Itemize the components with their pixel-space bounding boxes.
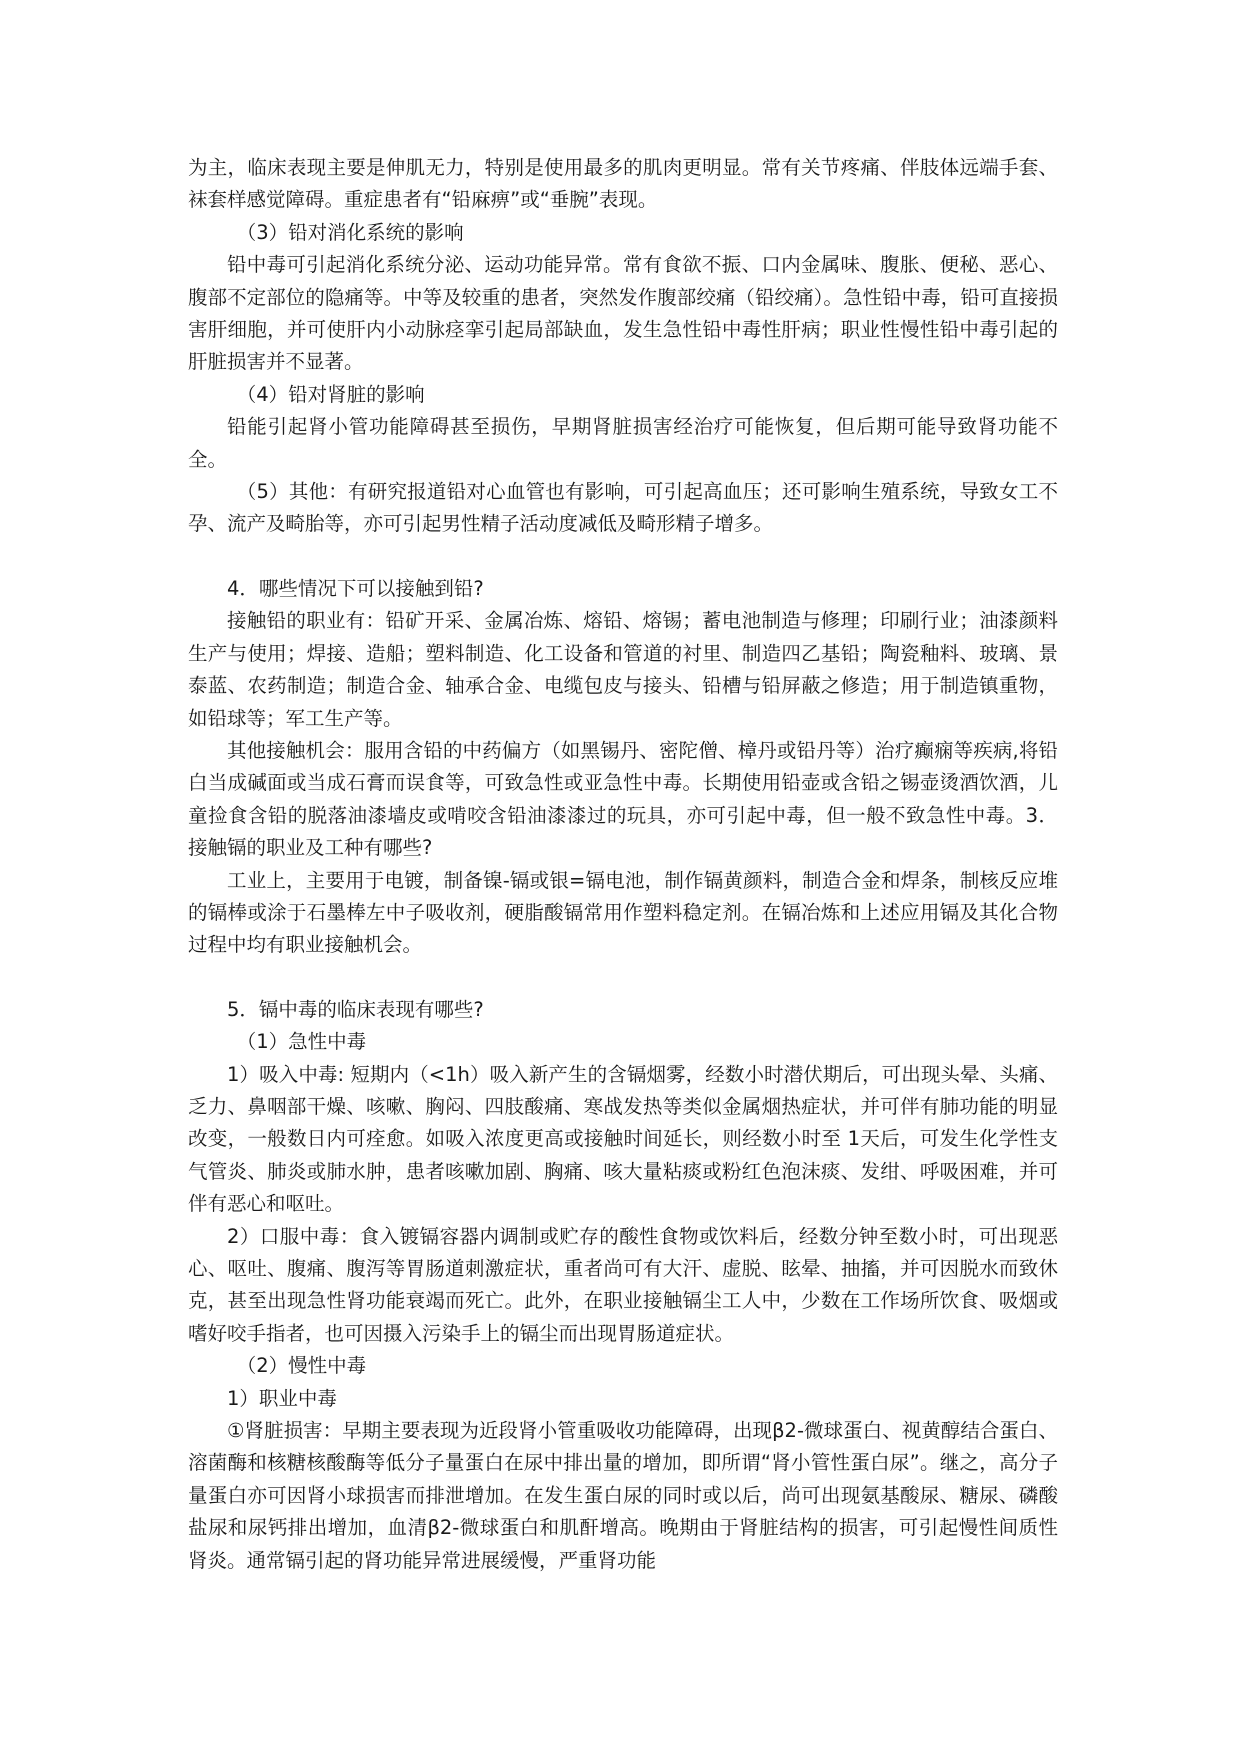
- paragraph: 1）吸入中毒: 短期内（<1h）吸入新产生的含镉烟雾，经数小时潜伏期后，可出现头晕、头痛、乏力、鼻咽部干燥、咳嗽、胸闷、四肢酸痛、寒战发热等类似金属烟热症状，并可伴有肺功能的明显改变，一般数日内可痊愈。如吸入浓度更高或接触时间延长，则经数小时至 1天后，可发生化学性支气管炎、肺炎或肺水肿，患者咳嗽加剧、胸痛、咳大量粘痰或粉红色泡沫痰、发绀、呼吸困难，并可伴有恶心和呕吐。: [188, 1062, 1058, 1216]
- paragraph: 铅中毒可引起消化系统分泌、运动功能异常。常有食欲不振、口内金属味、腹胀、便秘、恶心、腹部不定部位的隐痛等。中等及较重的患者，突然发作腹部绞痛（铅绞痛）。急性铅中毒，铅可直接损害肝细胞，并可使肝内小动脉痉挛引起局部缺血，发生急性铅中毒性肝病；职业性慢性铅中毒引起的肝脏损害并不显著。: [188, 253, 1058, 374]
- section-heading: （3）铅对消化系统的影响: [236, 220, 464, 244]
- paragraph: 2）口服中毒：食入镀镉容器内调制或贮存的酸性食物或饮料后，经数分钟至数小时，可出现恶心、呕吐、腹痛、腹泻等胃肠道刺激症状，重者尚可有大汗、虚脱、眩晕、抽搐，并可因脱水而致休克，甚至出现急性肾功能衰竭而死亡。此外，在职业接触镉尘工人中，少数在工作场所饮食、吸烟或嗜好咬手指者，也可因摄入污染手上的镉尘而出现胃肠道症状。: [188, 1224, 1058, 1345]
- section-heading: （1）急性中毒: [236, 1030, 367, 1054]
- paragraph: （5）其他：有研究报道铅对心血管也有影响，可引起高血压；还可影响生殖系统，导致女工不孕、流产及畸胎等，亦可引起男性精子活动度减低及畸形精子增多。: [188, 480, 1058, 536]
- paragraph: 铅能引起肾小管功能障碍甚至损伤，早期肾脏损害经治疗可能恢复，但后期可能导致肾功能不全。: [188, 415, 1058, 471]
- paragraph: ①肾脏损害：早期主要表现为近段肾小管重吸收功能障碍，出现β2-微球蛋白、视黄醇结合蛋白、溶菌酶和核糖核酸酶等低分子量蛋白在尿中排出量的增加，即所谓“肾小管性蛋白尿”。继之，高分子量蛋白亦可因肾小球损害而排泄增加。在发生蛋白尿的同时或以后，尚可出现氨基酸尿、糖尿、磷酸盐尿和尿钙排出增加，血清β2-微球蛋白和肌酐增高。晚期由于肾脏结构的损害，可引起慢性间质性肾炎。通常镉引起的肾功能异常进展缓慢，严重肾功能: [188, 1419, 1058, 1572]
- section-heading: （2）慢性中毒: [236, 1354, 367, 1378]
- question-heading: 4．哪些情况下可以接触到铅?: [227, 576, 484, 600]
- paragraph-gap: [188, 541, 1058, 573]
- paragraph-gap: [188, 962, 1058, 994]
- paragraph: 接触铅的职业有：铅矿开采、金属冶炼、熔铅、熔锡；蓄电池制造与修理；印刷行业；油漆颜料生产与使用；焊接、造船；塑料制造、化工设备和管道的衬里、制造四乙基铅；陶瓷釉料、玻璃、景泰蓝、农药制造；制造合金、轴承合金、电缆包皮与接头、铅槽与铅屏蔽之修造；用于制造镇重物，如铅球等；军工生产等。: [188, 609, 1058, 730]
- paragraph: 1）职业中毒: [227, 1386, 337, 1410]
- document-page: [188, 152, 1058, 1577]
- question-heading: 5．镉中毒的临床表现有哪些?: [227, 997, 484, 1021]
- section-heading: （4）铅对肾脏的影响: [236, 382, 425, 406]
- paragraph: 工业上，主要用于电镀，制备镍-镉或银=镉电池，制作镉黄颜料，制造合金和焊条，制核反应堆的镉棒或涂于石墨棒左中子吸收剂，硬脂酸镉常用作塑料稳定剂。在镉冶炼和上述应用镉及其化合物过程中均有职业接触机会。: [188, 868, 1058, 957]
- paragraph: 为主，临床表现主要是伸肌无力，特别是使用最多的肌肉更明显。常有关节疼痛、伴肢体远端手套、袜套样感觉障碍。重症患者有“铅麻痹”或“垂腕”表现。: [188, 156, 1058, 212]
- paragraph: 其他接触机会：服用含铅的中药偏方（如黑锡丹、密陀僧、樟丹或铅丹等）治疗癫痫等疾病,将铅白当成碱面或当成石膏而误食等，可致急性或亚急性中毒。长期使用铅壶或含铅之锡壶烫酒饮酒，儿童捡食含铅的脱落油漆墙皮或啃咬含铅油漆漆过的玩具，亦可引起中毒，但一般不致急性中毒。3．接触镉的职业及工种有哪些?: [188, 738, 1058, 860]
